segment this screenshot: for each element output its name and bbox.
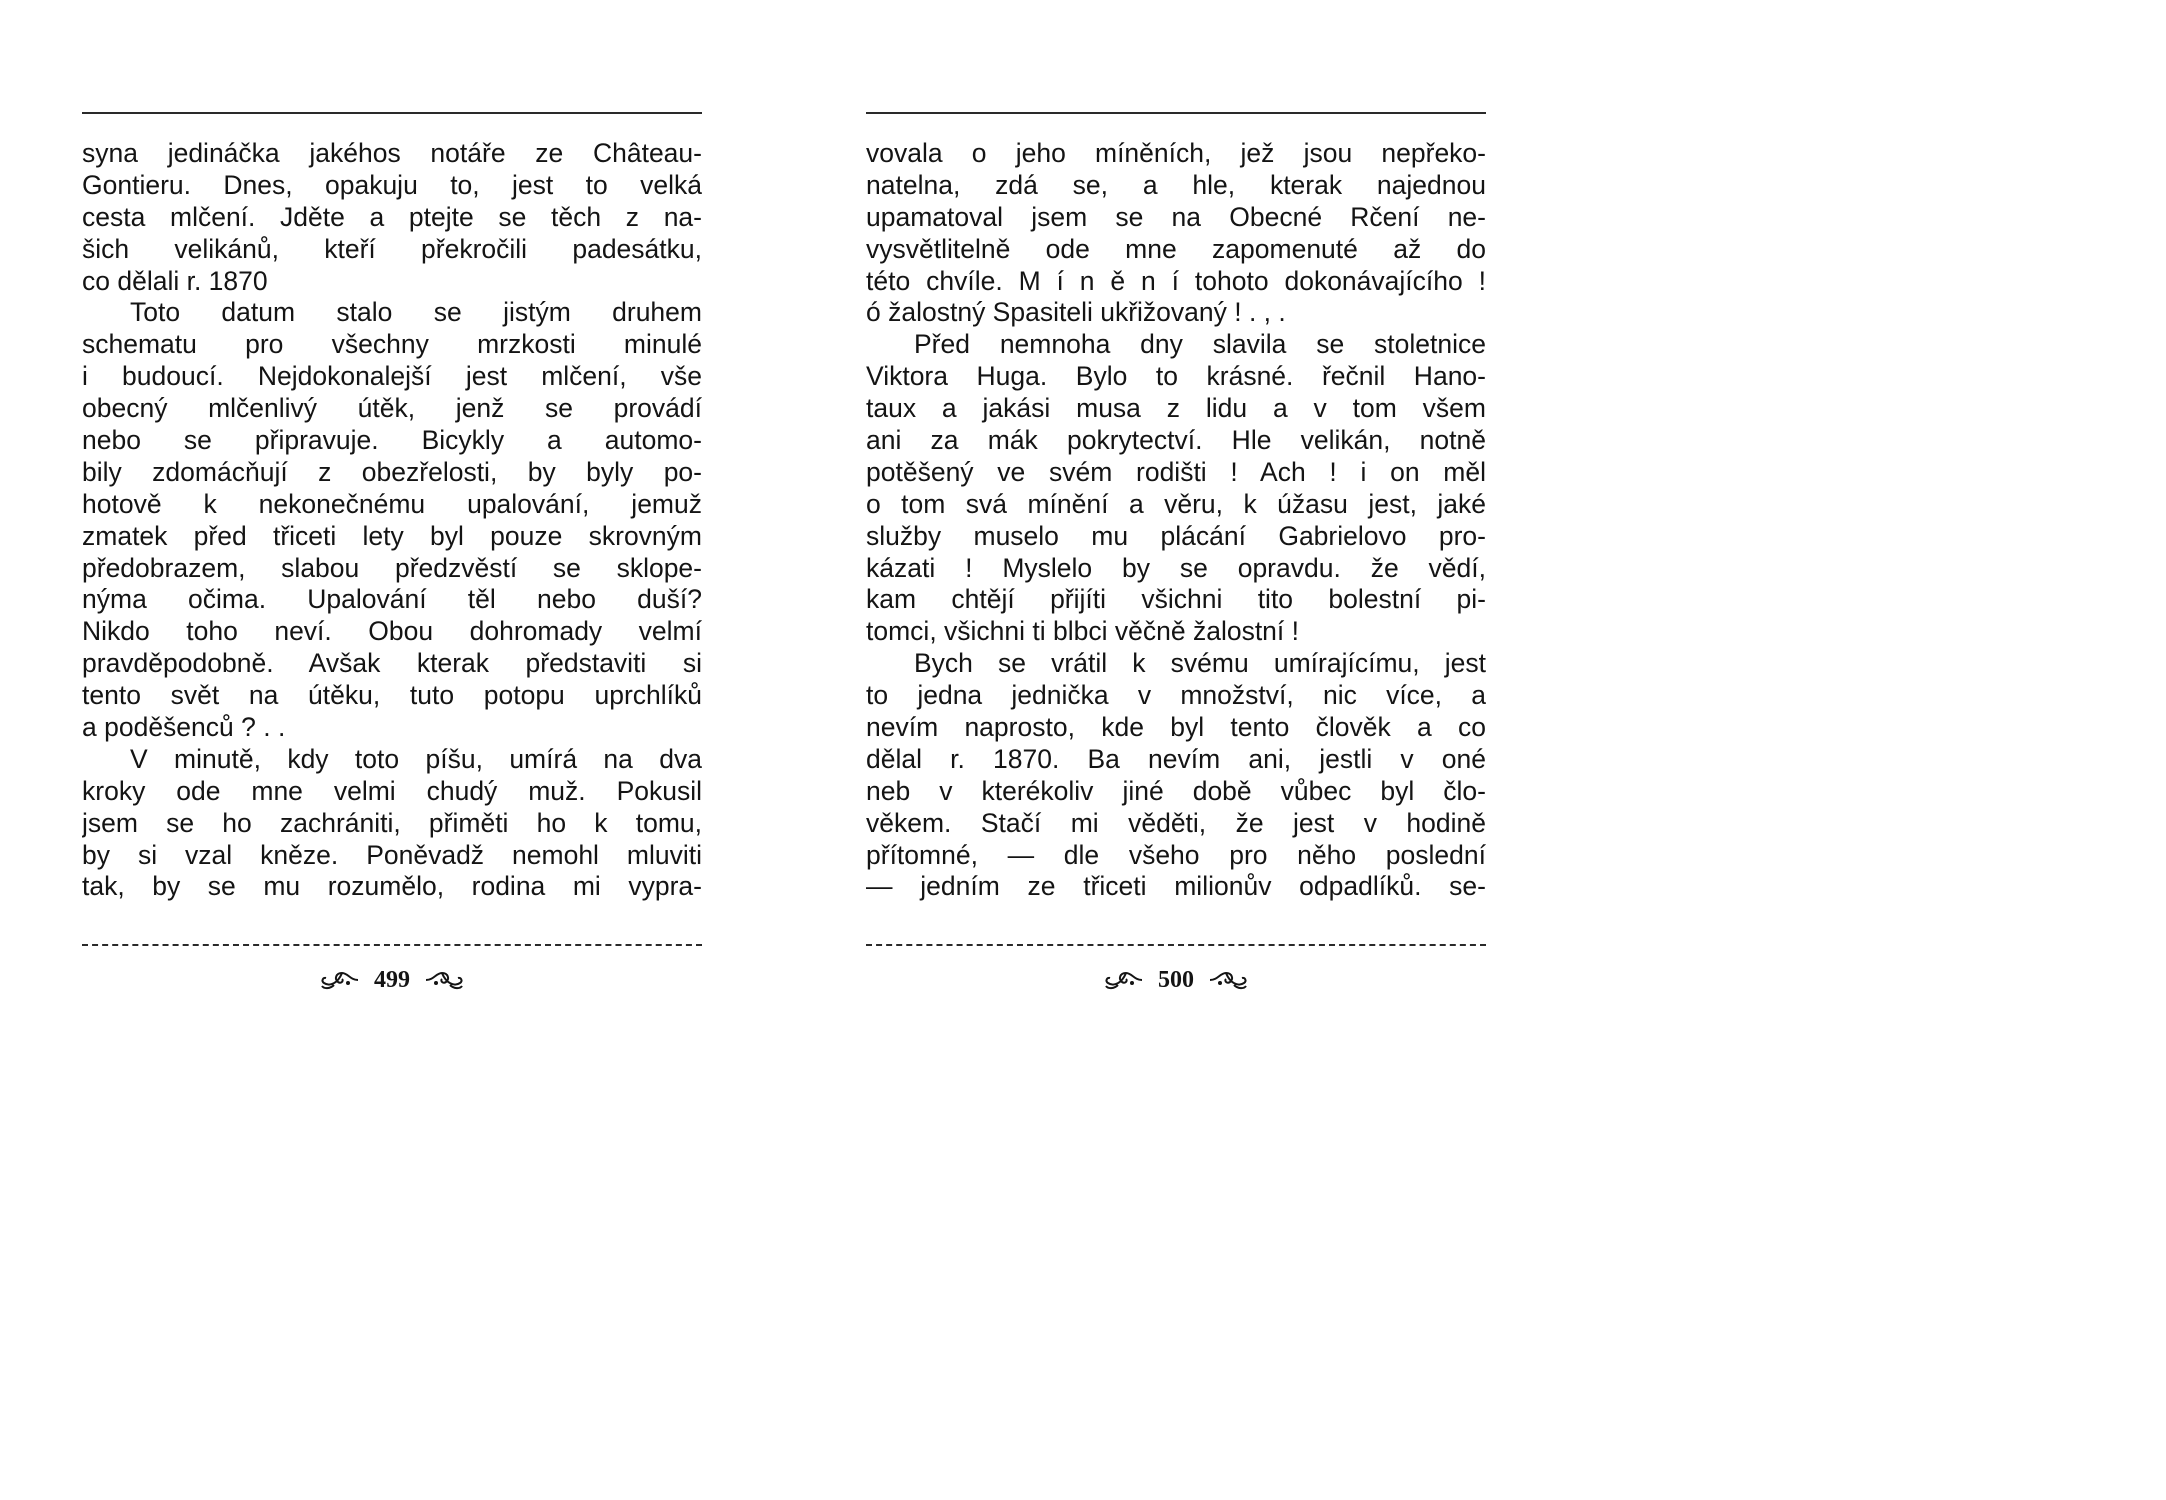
text-line: této chvíle. M í n ě n í tohoto dokonávajícího ! bbox=[866, 265, 1486, 296]
text-line: co dělali r. 1870 bbox=[82, 265, 268, 296]
text-line: taux a jakási musa z lidu a v tom všem bbox=[866, 393, 1486, 424]
text-line: kam chtějí přijíti všichni tito bolestní pi- bbox=[866, 584, 1486, 615]
text-line: natelna, zdá se, a hle, kterak najednou bbox=[866, 169, 1486, 200]
text-line: by si vzal kněze. Poněvadž nemohl mluviti bbox=[82, 839, 702, 870]
text-line: Bych se vrátil k svému umírajícímu, jest bbox=[914, 648, 1486, 679]
text-line: dělal r. 1870. Ba nevím ani, jestli v oné bbox=[866, 743, 1486, 774]
text-line: a poděšenců ? . . bbox=[82, 712, 286, 743]
text-line: kroky ode mne velmi chudý muž. Pokusil bbox=[82, 775, 702, 806]
text-line: nevím naprosto, kde byl tento člověk a co bbox=[866, 712, 1486, 743]
scroll-ornament-left-icon bbox=[1104, 969, 1144, 991]
text-line: tento svět na útěku, tuto potopu uprchlíků bbox=[82, 680, 702, 711]
text-line: schematu pro všechny mrzkosti minulé bbox=[82, 329, 702, 360]
text-line: Toto datum stalo se jistým druhem bbox=[130, 297, 702, 328]
page-number: 500 bbox=[1158, 966, 1194, 993]
scroll-ornament-left-icon bbox=[320, 969, 360, 991]
text-line: tomci, všichni ti blbci věčně žalostní ! bbox=[866, 616, 1300, 647]
text-line: V minutě, kdy toto píšu, umírá na dva bbox=[130, 743, 702, 774]
text-line: Viktora Huga. Bylo to krásné. řečnil Hano- bbox=[866, 361, 1486, 392]
page-text bbox=[82, 138, 702, 903]
text-line: i budoucí. Nejdokonalejší jest mlčení, vše bbox=[82, 361, 702, 392]
text-line: vysvětlitelně ode mne zapomenuté až do bbox=[866, 233, 1486, 264]
text-line: neb v kterékoliv jiné době vůbec byl člo- bbox=[866, 775, 1486, 806]
text-line: syna jedináčka jakéhos notáře ze Château- bbox=[82, 138, 702, 168]
text-line: nebo se připravuje. Bicykly a automo- bbox=[82, 425, 702, 456]
text-line: Nikdo toho neví. Obou dohromady velmí bbox=[82, 616, 702, 647]
left-page bbox=[82, 0, 702, 1075]
text-line: bily zdomácňují z obezřelosti, by byly po- bbox=[82, 456, 702, 487]
bottom-rule bbox=[82, 944, 702, 946]
text-line: o tom svá mínění a věru, k úžasu jest, jaké bbox=[866, 488, 1486, 519]
scroll-ornament-right-icon bbox=[1208, 969, 1248, 991]
text-line: ani za mák pokrytectví. Hle velikán, notně bbox=[866, 425, 1486, 456]
text-line: šich velikánů, kteří překročili padesátku, bbox=[82, 233, 702, 264]
text-line: potěšený ve svém rodišti ! Ach ! i on měl bbox=[866, 456, 1486, 487]
text-line: tak, by se mu rozumělo, rodina mi vypra- bbox=[82, 871, 702, 902]
text-line: upamatoval jsem se na Obecné Rčení ne- bbox=[866, 201, 1486, 232]
text-line: věkem. Stačí mi věděti, že jest v hodině bbox=[866, 807, 1486, 838]
text-line: cesta mlčení. Jděte a ptejte se těch z na- bbox=[82, 201, 702, 232]
text-line: vovala o jeho míněních, jež jsou nepřeko- bbox=[866, 138, 1486, 168]
text-line: předobrazem, slabou předzvěstí se sklope- bbox=[82, 552, 702, 583]
page-text bbox=[866, 138, 1486, 903]
text-line: Před nemnoha dny slavila se stoletnice bbox=[914, 329, 1486, 360]
text-line: obecný mlčenlivý útěk, jenž se provádí bbox=[82, 393, 702, 424]
text-line: přítomné, — dle všeho pro něho poslední bbox=[866, 839, 1486, 870]
text-line: jsem se ho zachrániti, přiměti ho k tomu, bbox=[82, 807, 702, 838]
bottom-rule bbox=[866, 944, 1486, 946]
page-number: 499 bbox=[374, 966, 410, 993]
right-page bbox=[866, 0, 1486, 1075]
text-line: nýma očima. Upalování těl nebo duší? bbox=[82, 584, 702, 615]
text-line: to jedna jednička v množství, nic více, a bbox=[866, 680, 1486, 711]
page-footer bbox=[866, 966, 1486, 994]
text-line: pravděpodobně. Avšak kterak představiti si bbox=[82, 648, 702, 679]
text-line: služby muselo mu plácání Gabrielovo pro- bbox=[866, 520, 1486, 551]
text-line: zmatek před třiceti lety byl pouze skrovným bbox=[82, 520, 702, 551]
text-line: hotově k nekonečnému upalování, jemuž bbox=[82, 488, 702, 519]
text-line: ó žalostný Spasiteli ukřižovaný ! . , . bbox=[866, 297, 1286, 328]
scroll-ornament-right-icon bbox=[424, 969, 464, 991]
text-line: Gontieru. Dnes, opakuju to, jest to velká bbox=[82, 169, 702, 200]
text-line: kázati ! Myslelo by se opravdu. že vědí, bbox=[866, 552, 1486, 583]
text-line: — jedním ze třiceti milionův odpadlíků. se- bbox=[866, 871, 1486, 902]
top-rule bbox=[82, 112, 702, 114]
top-rule bbox=[866, 112, 1486, 114]
page-footer bbox=[82, 966, 702, 994]
